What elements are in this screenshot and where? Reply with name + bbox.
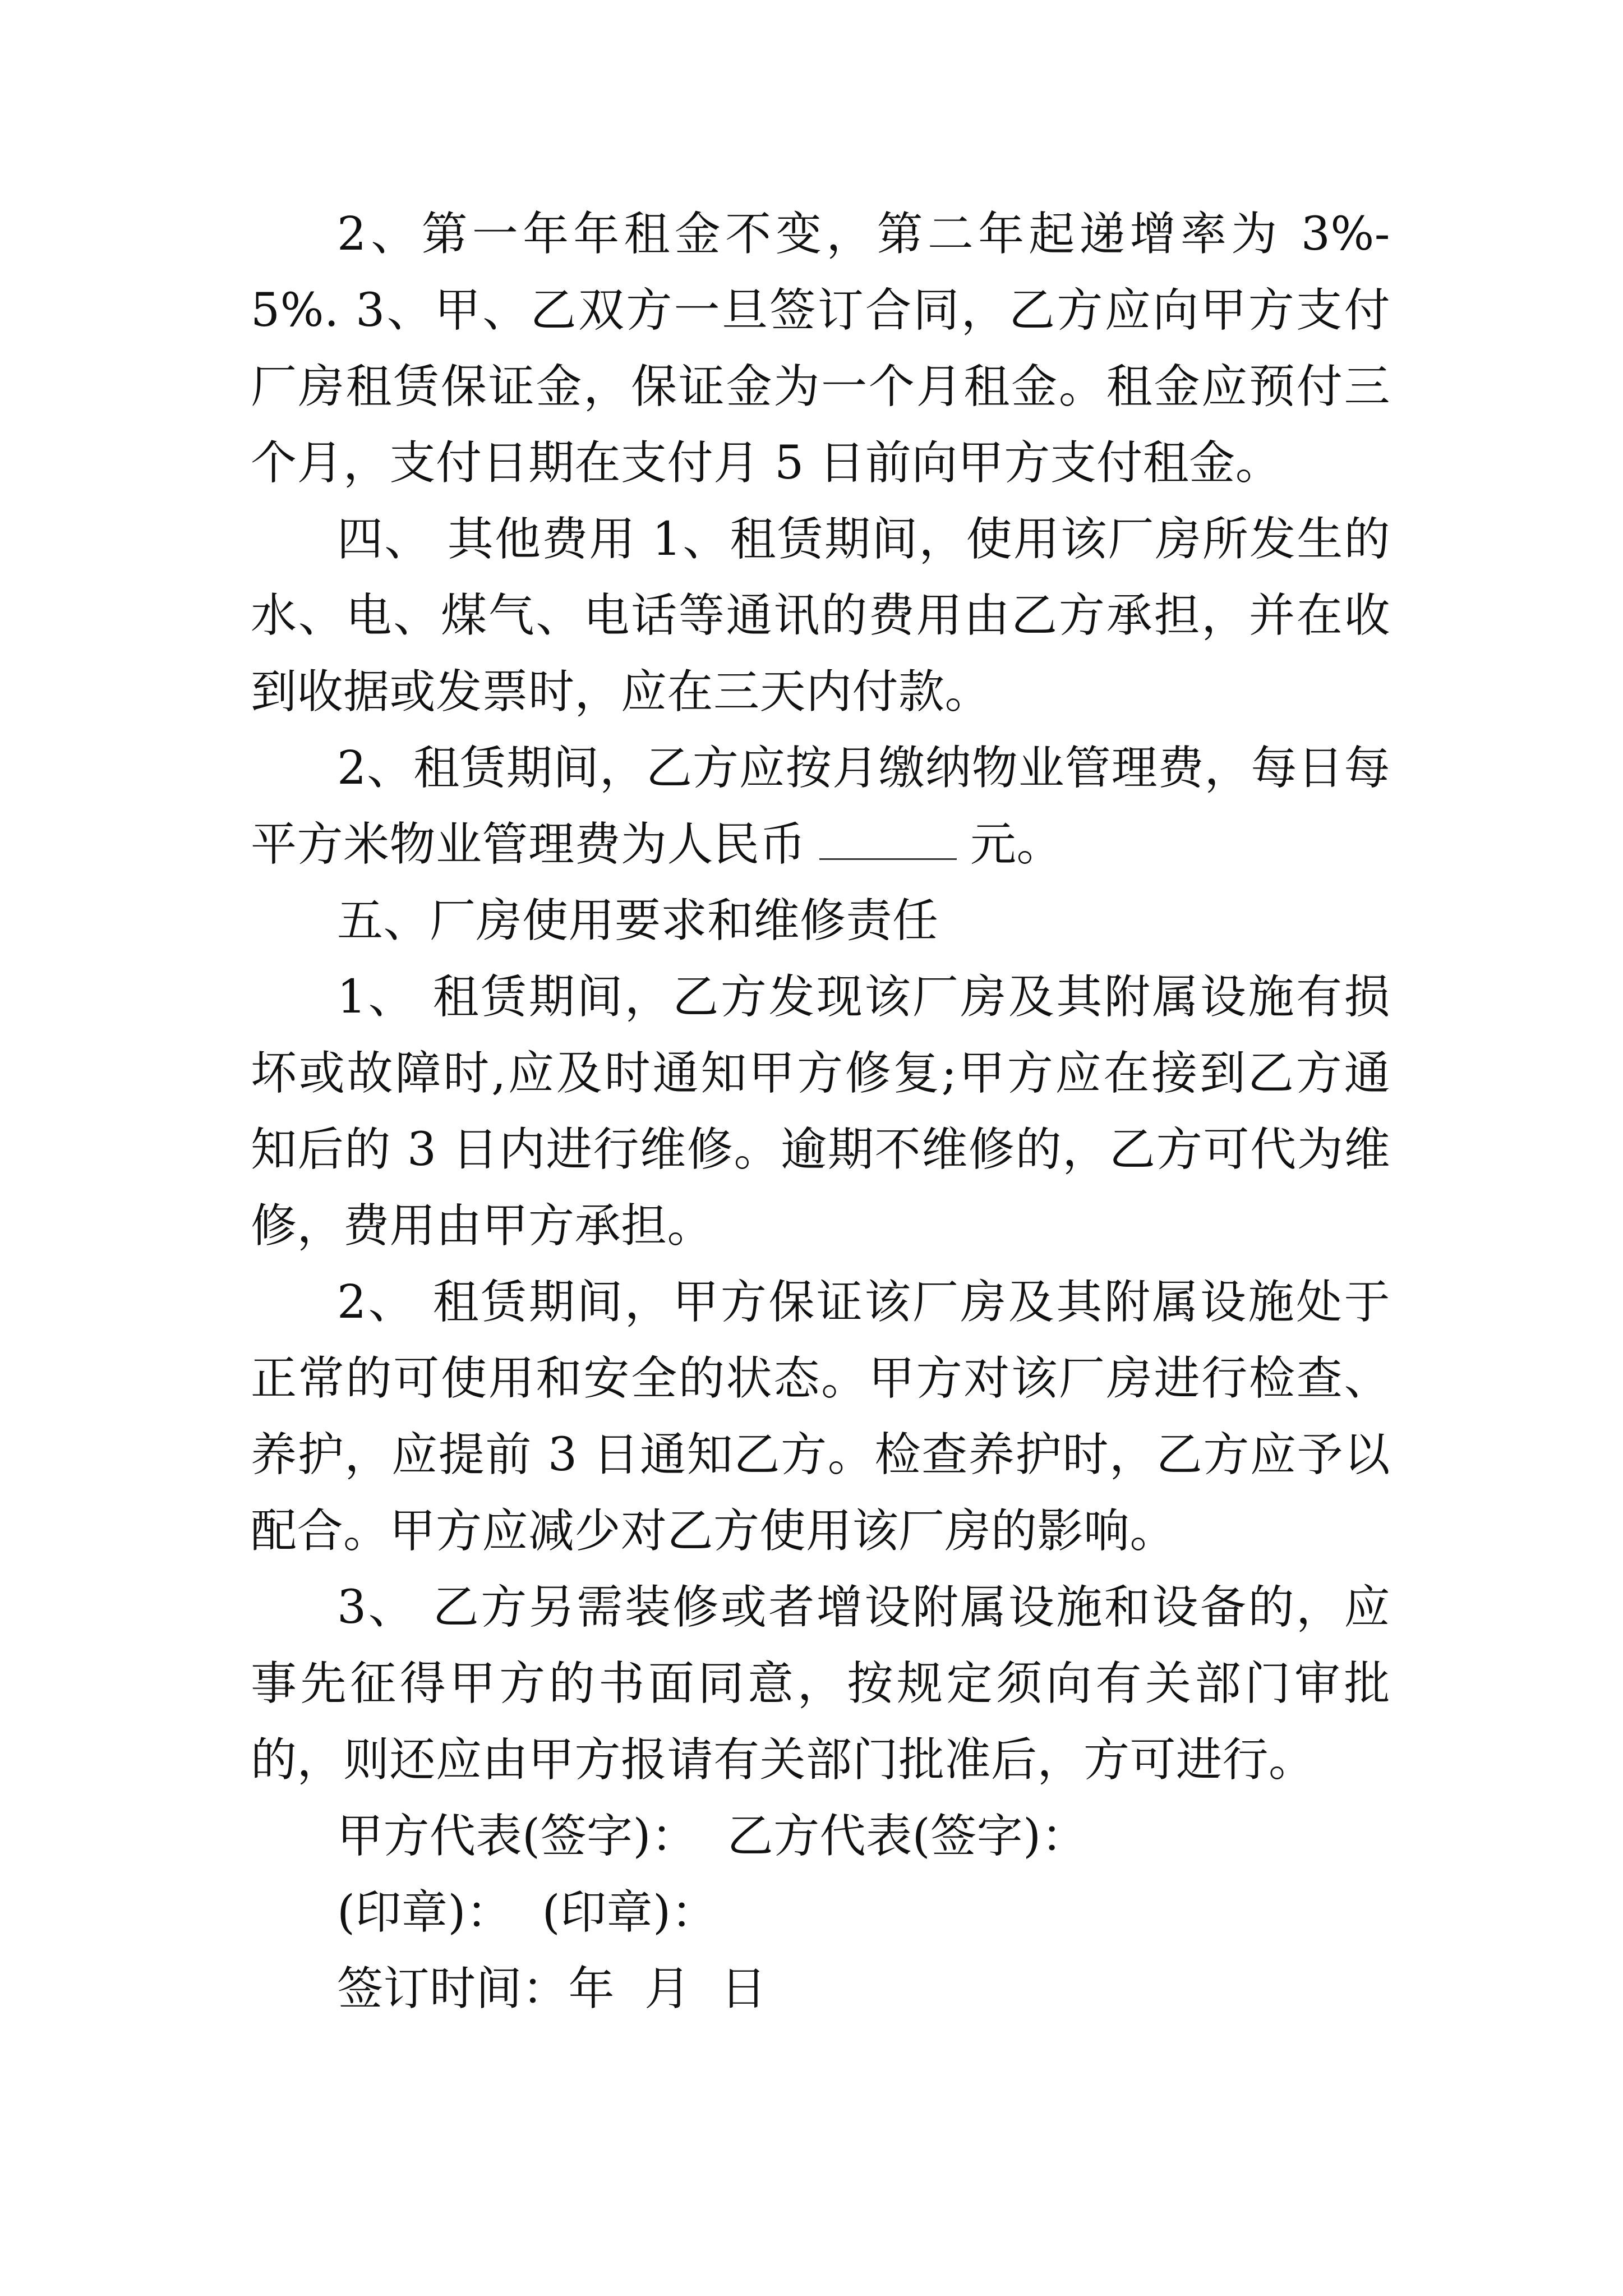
document-body xyxy=(251,196,1390,2027)
management-fee-unit: 元。 xyxy=(970,818,1063,871)
management-fee-text: 2、租赁期间，乙方应按月缴纳物业管理费，每日每平方米物业管理费为人民币 xyxy=(251,742,1390,871)
paragraph-rent-and-deposit: 2、第一年年租金不变，第二年起递增率为 3%-5%. 3、甲、乙双方一旦签订合同，乙方应向甲方支付厂房租赁保证金，保证金为一个月租金。租金应预付三个月，支付日期在支付月 5 日前向甲方支付租金。 xyxy=(251,208,1390,490)
section-five-item-1: 1、 租赁期间，乙方发现该厂房及其附属设施有损坏或故障时,应及时通知甲方修复;甲方应在接到乙方通知后的 3 日内进行维修。逾期不维修的，乙方可代为维修，费用由甲方承担。 xyxy=(251,970,1390,1253)
section-five-item-3: 3、 乙方另需装修或者增设附属设施和设备的，应事先征得甲方的书面同意，按规定须向有关部门审批的，则还应由甲方报请有关部门批准后，方可进行。 xyxy=(251,1581,1390,1787)
section-five-title: 五、厂房使用要求和维修责任 xyxy=(337,894,939,947)
signature-line-seals: (印章)： (印章)： xyxy=(337,1886,718,1939)
management-fee-blank xyxy=(819,820,957,860)
section-five-item-2: 2、 租赁期间，甲方保证该厂房及其附属设施处于正常的可使用和安全的状态。甲方对该厂房进行检查、养护，应提前 3 日通知乙方。检查养护时，乙方应予以配合。甲方应减少对乙方使用该厂房的影响。 xyxy=(251,1276,1390,1558)
signature-line-date: 签订时间：年 月 日 xyxy=(337,1962,767,2016)
paragraph-management-fee xyxy=(251,730,1390,883)
signature-line-representatives: 甲方代表(签字)： 乙方代表(签字)： xyxy=(337,1810,1088,1863)
paragraph-other-fees: 四、 其他费用 1、租赁期间，使用该厂房所发生的水、电、煤气、电话等通讯的费用由乙方承担，并在收到收据或发票时，应在三天内付款。 xyxy=(251,513,1390,719)
